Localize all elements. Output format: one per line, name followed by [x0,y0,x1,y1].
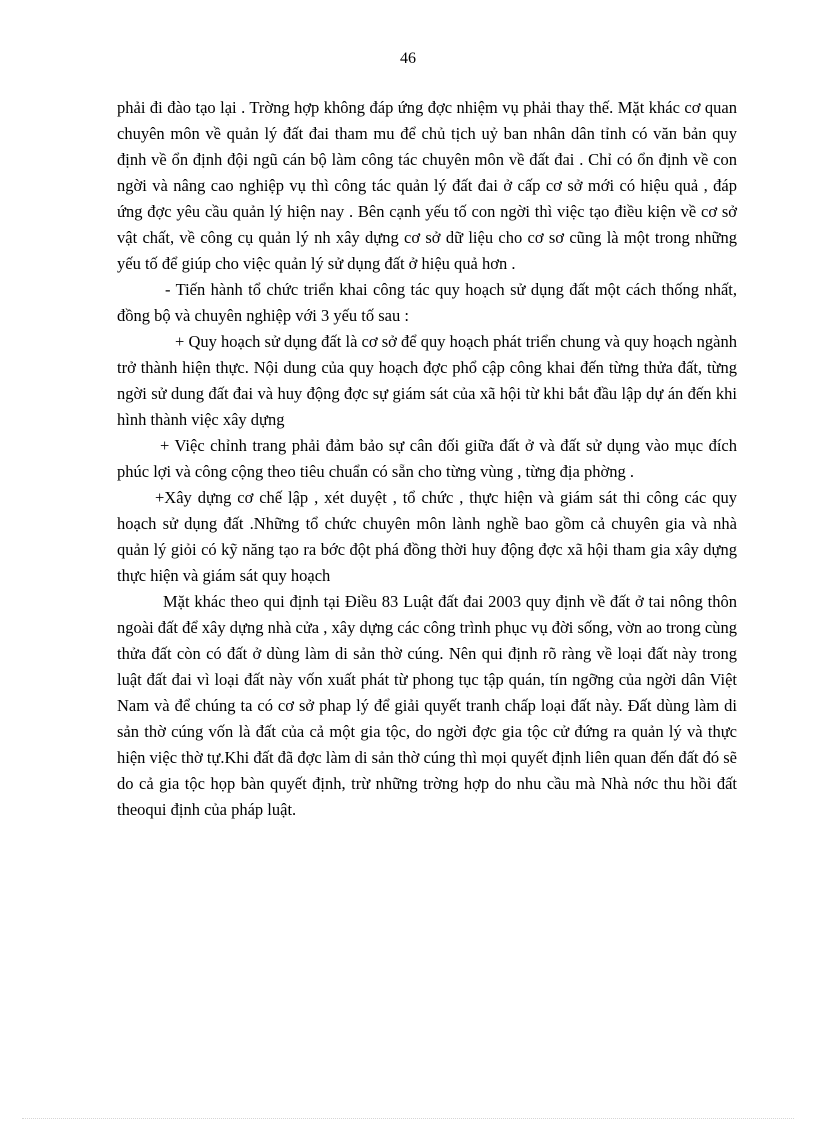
paragraph: Mặt khác theo qui định tại Điều 83 Luật đất đai 2003 quy định về đất ở tai nông thôn ngoài đất để xây dựng nhà cửa , xây dựng các công trình phục vụ đời sống, vờn ao trong cùng thửa đất còn có đất ở dùng làm di sản thờ cúng. Nên qui định rõ ràng về loại đất này trong luật đất đai vì loại đất này vốn xuất phát từ phong tục tập quán, tín ngỡng của ngời dân Việt Nam và để chúng ta có cơ sở phap lý để giải quyết tranh chấp loại đất này. Đất dùng làm di sản thờ cúng vốn là đất của cả một gia tộc, do ngời đợc gia tộc cử đứng ra quản lý và thực hiện việc thờ tự.Khi đất đã đợc làm di sản thờ cúng thì mọi quyết định liên quan đến đất đó sẽ do cả gia tộc họp bàn quyết định, trừ những trờng hợp do nhu cầu mà Nhà nớc thu hồi đất theoqui định của pháp luật. [117,592,737,819]
paragraph: phải đi đào tạo lại . Trờng hợp không đáp ứng đợc nhiệm vụ phải thay thế. Mặt khác cơ quan chuyên môn về quản lý đất đai tham mu để chủ tịch uỷ ban nhân dân tỉnh có văn bản quy định về ổn định đội ngũ cán bộ làm công tác chuyên môn về đất đai . Chỉ có ổn định về con ngời và nâng cao nghiệp vụ thì công tác quản lý đất đai ở cấp cơ sở mới có hiệu quả , đáp ứng đợc yêu cầu quản lý hiện nay . Bên cạnh yếu tố con ngời thì việc tạo điều kiện về cơ sở vật chất, về công cụ quản lý nh xây dựng cơ sở dữ liệu cho cơ sơ cũng là một trong những yếu tố để giúp cho việc quản lý sử dụng đất ở hiệu quả hơn . [117,98,737,273]
bottom-dotted-rule [22,1118,794,1119]
page-number: 46 [400,50,416,67]
paragraph: + Việc chỉnh trang phải đảm bảo sự cân đối giữa đất ở và đất sử dụng vào mục đích phúc lợi và công cộng theo tiêu chuẩn có sẵn cho từng vùng , từng địa phờng . [117,436,737,481]
paragraph: - Tiến hành tổ chức triển khai công tác quy hoạch sử dụng đất một cách thống nhất, đồng bộ và chuyên nghiệp với 3 yếu tố sau : [117,280,737,325]
paragraph: +Xây dựng cơ chế lập , xét duyệt , tổ chức , thực hiện và giám sát thi công các quy hoạch sử dụng đất .Những tổ chức chuyên môn lành nghề bao gồm cả chuyên gia và nhà quản lý giỏi có kỹ năng tạo ra bớc đột phá đồng thời huy động đợc xã hội tham gia xây dựng thực hiện và giám sát quy hoạch [117,488,737,585]
paragraph: + Quy hoạch sử dụng đất là cơ sở để quy hoạch phát triển chung và quy hoạch ngành trở thành hiện thực. Nội dung của quy hoạch đợc phổ cập công khai đến từng thửa đất, từng ngời sử dung đất đai và huy động đợc sự giám sát của xã hội từ khi bắt đầu lập dự án đến khi hình thành việc xây dựng [117,332,737,429]
body-text [117,95,737,823]
